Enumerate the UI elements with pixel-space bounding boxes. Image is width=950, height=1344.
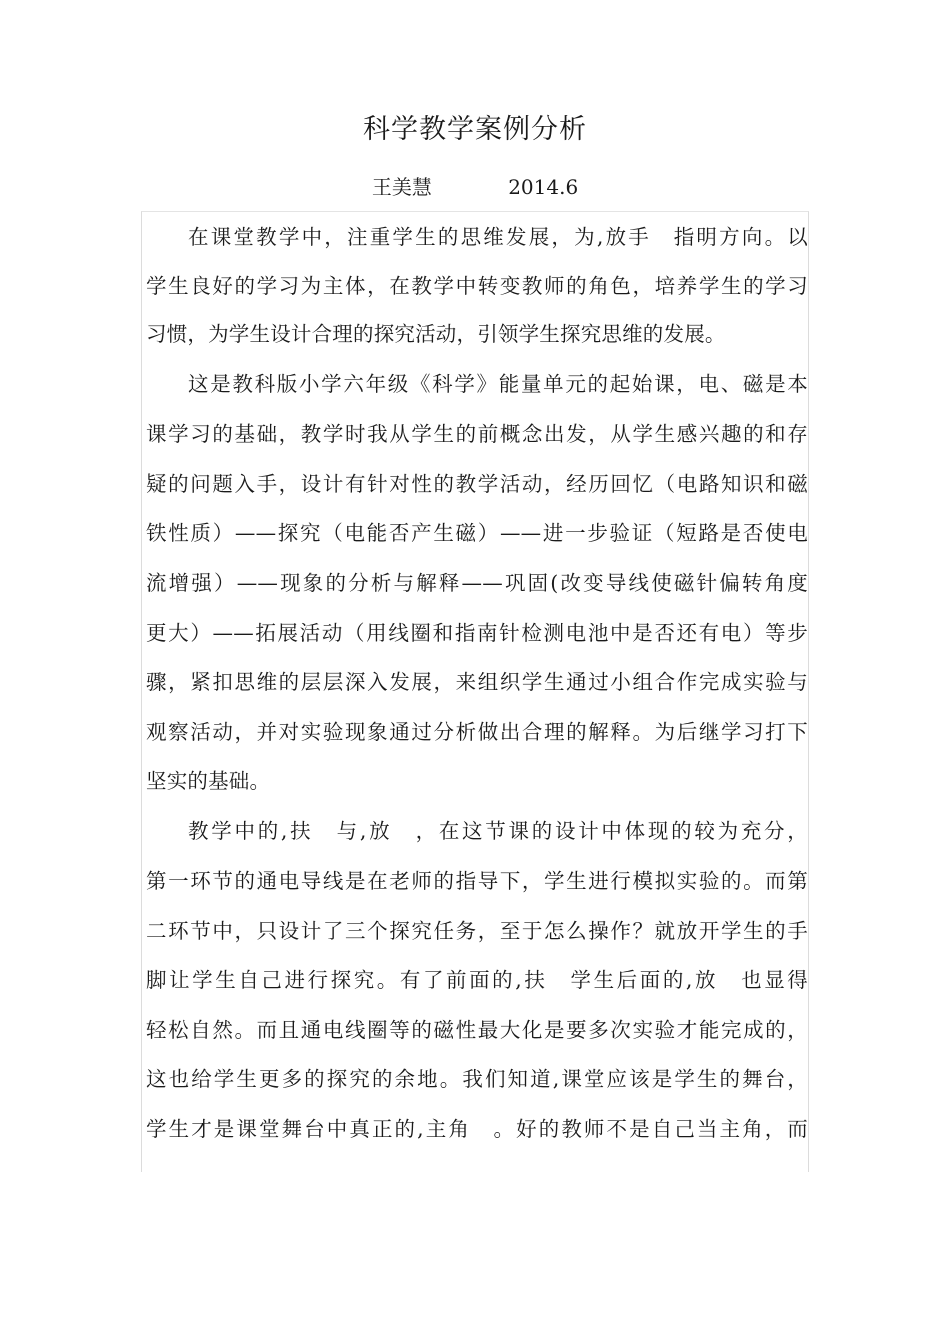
text-line: 习惯，为学生设计合理的探究活动，引领学生探究思维的发展。: [146, 322, 726, 346]
byline: [0, 172, 950, 202]
text-line: 更大）——拓展活动（用线圈和指南针检测电池中是否还有电）等步: [146, 621, 808, 645]
author-name: 王美慧: [371, 175, 432, 199]
text-line: 在课堂教学中，注重学生的思维发展，为,放手 指明方向。以: [188, 225, 808, 249]
text-line: 第一环节的通电导线是在老师的指导下，学生进行模拟实验的。而第: [146, 869, 808, 893]
text-line: 脚让学生自己进行探究。有了前面的,扶 学生后面的,放 也显得: [146, 968, 808, 992]
text-line: 疑的问题入手，设计有针对性的教学活动，经历回忆（电路知识和磁: [146, 472, 808, 496]
text-line: 学生才是课堂舞台中真正的,主角 。好的教师不是自己当主角，而: [146, 1117, 808, 1141]
text-line: 二环节中，只设计了三个探究任务，至于怎么操作？就放开学生的手: [146, 919, 808, 943]
document-date: 2014.6: [508, 175, 579, 199]
document-title: 科学教学案例分析: [363, 114, 587, 145]
text-line: 学生良好的学习为主体，在教学中转变教师的角色，培养学生的学习: [146, 274, 808, 298]
text-line: 这也给学生更多的探究的余地。我们知道,课堂应该是学生的舞台，: [146, 1067, 808, 1091]
text-line: 铁性质）——探究（电能否产生磁）——进一步验证（短路是否使电: [146, 521, 808, 545]
text-line: 流增强）——现象的分析与解释——巩固(改变导线使磁针偏转角度: [146, 571, 808, 595]
text-line: 坚实的基础。: [146, 769, 271, 793]
text-line: 课学习的基础，教学时我从学生的前概念出发，从学生感兴趣的和存: [146, 422, 808, 446]
text-line: 这是教科版小学六年级《科学》能量单元的起始课，电、磁是本: [188, 372, 808, 396]
text-line: 骤，紧扣思维的层层深入发展，来组织学生通过小组合作完成实验与: [146, 670, 808, 694]
text-line: 观察活动，并对实验现象通过分析做出合理的解释。为后继学习打下: [146, 720, 808, 744]
text-line: 教学中的,扶 与,放 ，在这节课的设计中体现的较为充分，: [188, 819, 808, 843]
text-line: 轻松自然。而且通电线圈等的磁性最大化是要多次实验才能完成的，: [146, 1018, 808, 1042]
